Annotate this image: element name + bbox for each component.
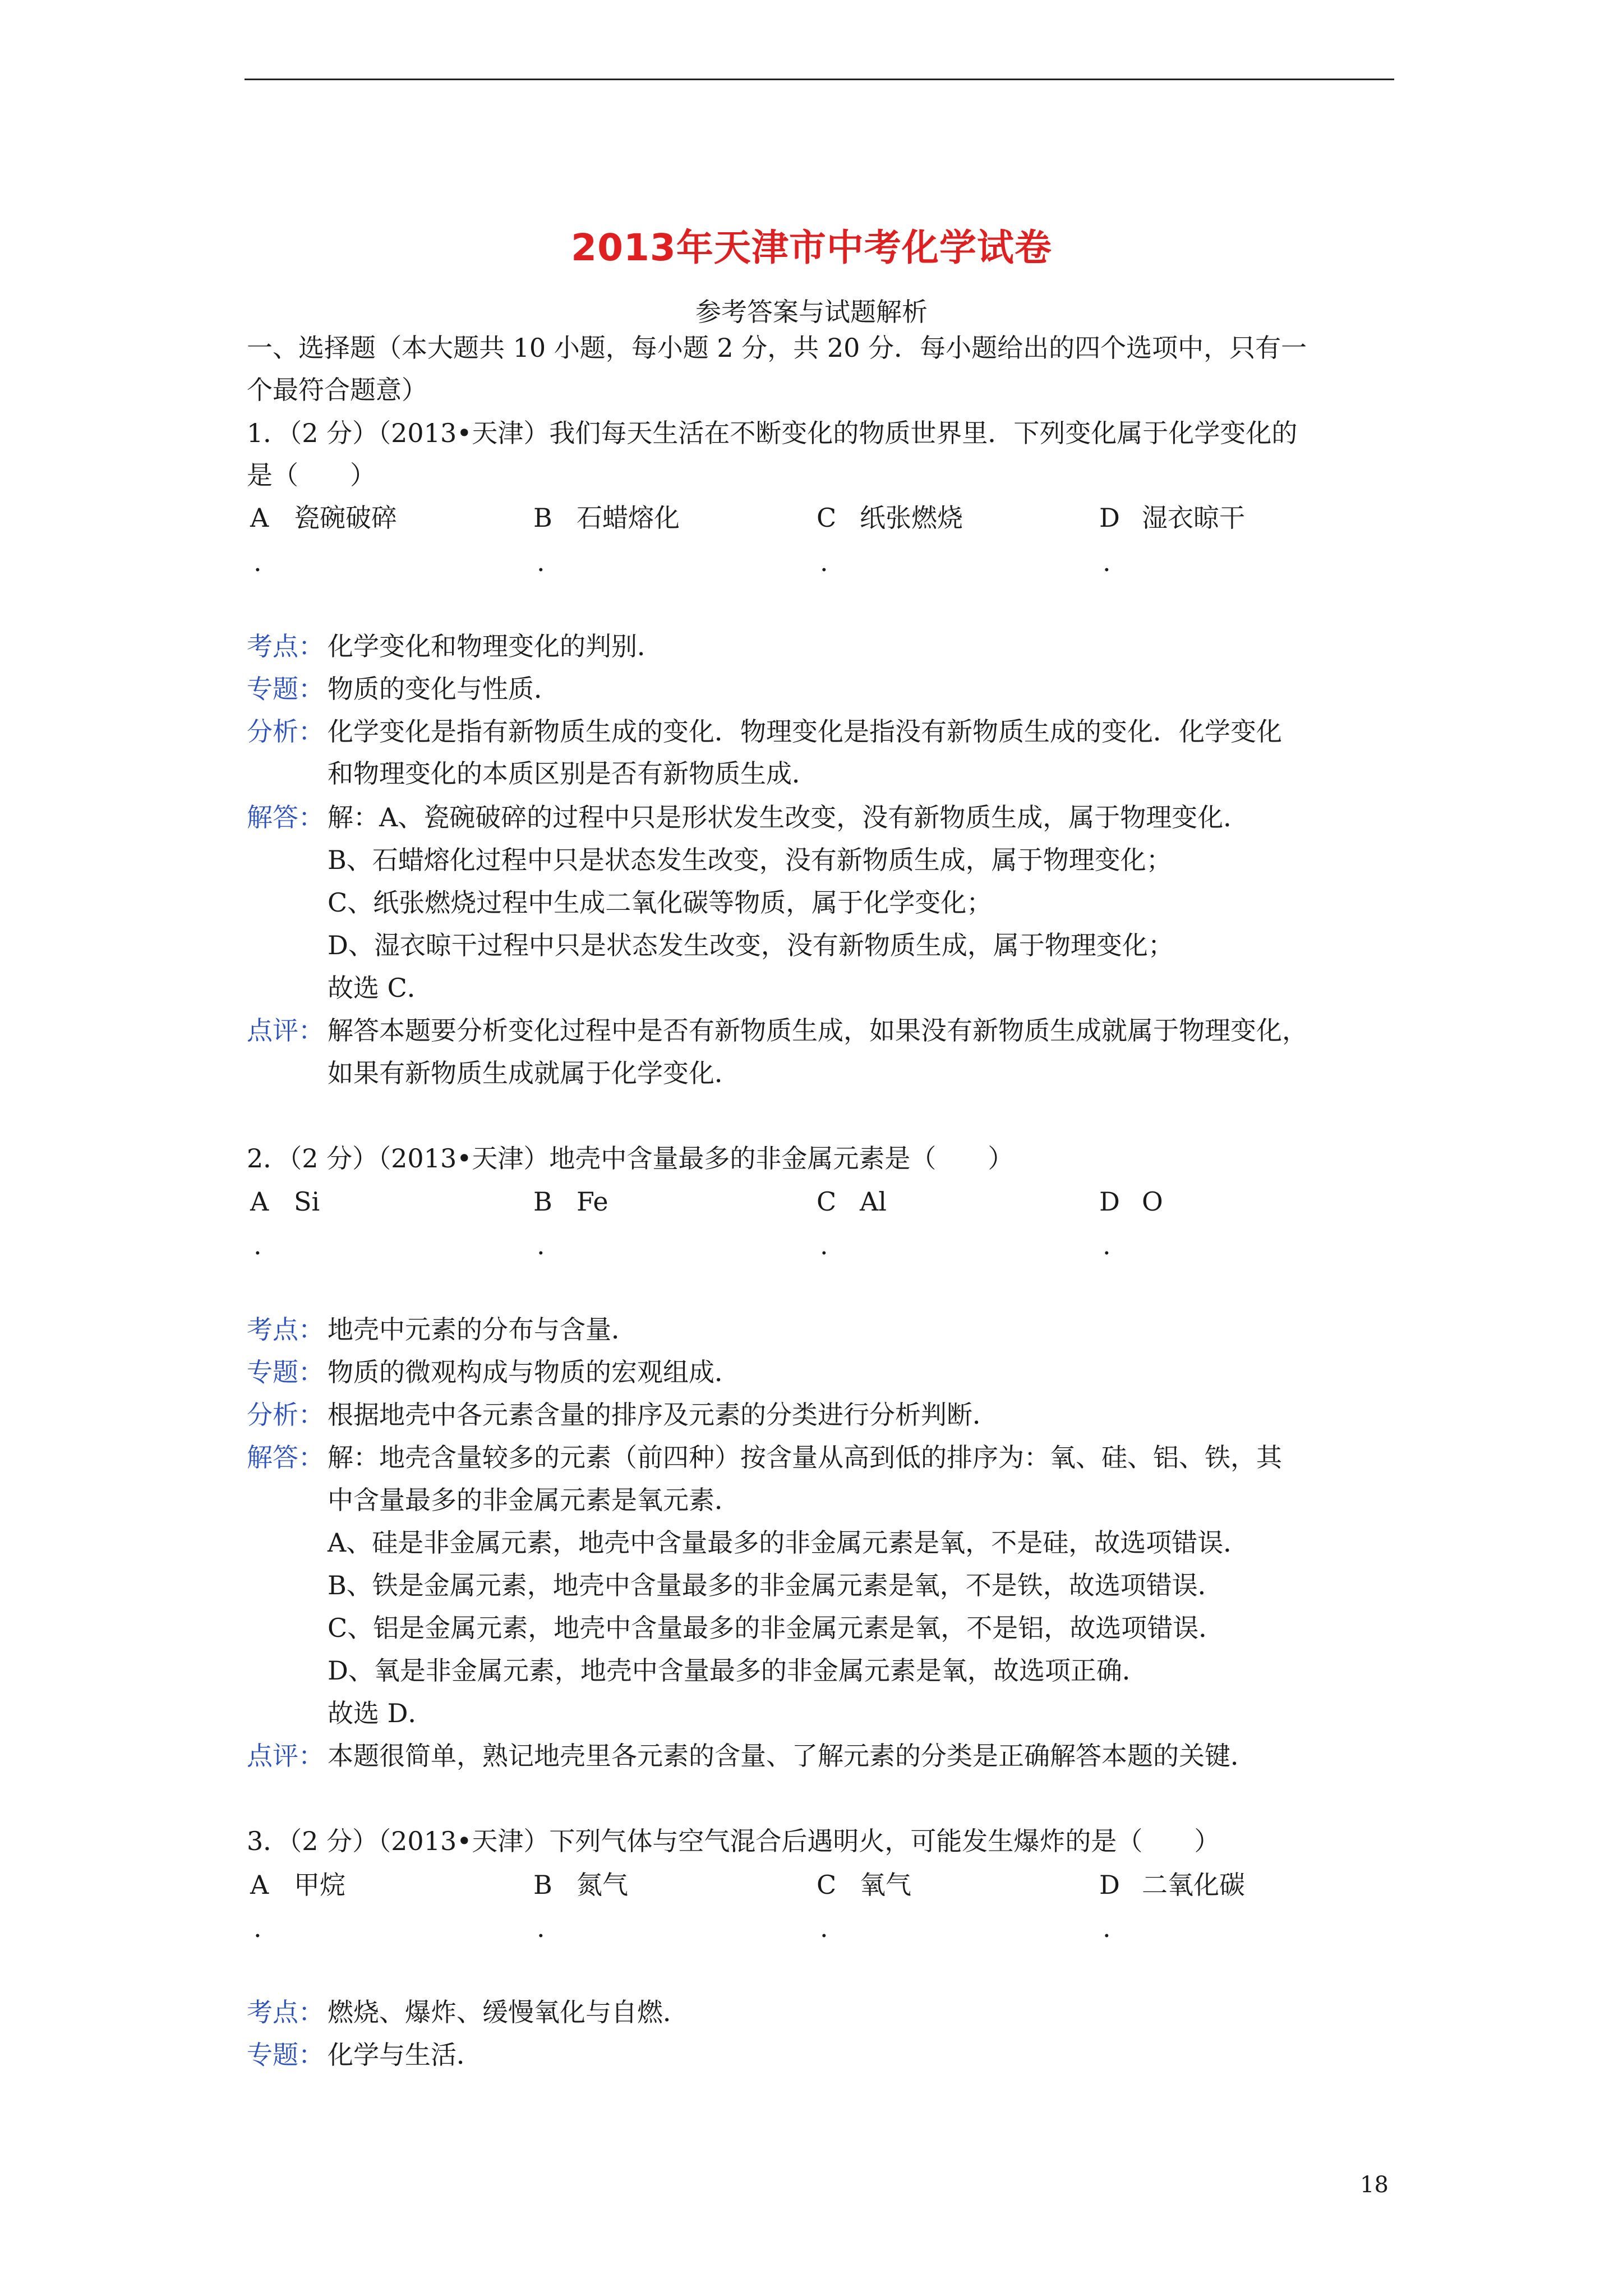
q1-kaodian: 化学变化和物理变化的判别． bbox=[328, 631, 663, 661]
q2-option-d-letter: D bbox=[1099, 1186, 1120, 1217]
q1-jieda-b: B、石蜡熔化过程中只是状态发生改变，没有新物质生成，属于物理变化； bbox=[328, 845, 1172, 875]
q1-fenxi: 化学变化是指有新物质生成的变化．物理变化是指没有新物质生成的变化．化学变化 bbox=[328, 716, 1282, 747]
q1-option-dot: . bbox=[537, 547, 545, 577]
q3-option-dot: . bbox=[820, 1913, 828, 1943]
q2-option-c-text: Al bbox=[860, 1186, 887, 1217]
q3-kaodian: 燃烧、爆炸、缓慢氧化与自燃． bbox=[328, 1997, 689, 2027]
q1-jieda-answer: 故选 C． bbox=[328, 973, 433, 1003]
q2-option-b-text: Fe bbox=[577, 1186, 608, 1217]
page-number: 18 bbox=[1360, 2172, 1389, 2198]
q3-option-dot: . bbox=[253, 1913, 262, 1943]
q2-jieda-cont: 中含量最多的非金属元素是氧元素． bbox=[328, 1485, 740, 1515]
q1-fenxi-cont: 和物理变化的本质区别是否有新物质生成． bbox=[328, 758, 818, 789]
q1-jieda-d: D、湿衣晾干过程中只是状态发生改变，没有新物质生成，属于物理变化； bbox=[328, 930, 1174, 960]
q2-option-dot: . bbox=[820, 1230, 828, 1260]
q1-dianping-cont: 如果有新物质生成就属于化学变化． bbox=[328, 1058, 740, 1088]
section-heading-cont: 个最符合题意） bbox=[247, 375, 427, 405]
q2-jieda-c: C、铝是金属元素，地壳中含量最多的非金属元素是氧，不是铝，故选项错误． bbox=[328, 1613, 1225, 1643]
q1-option-d-letter: D bbox=[1099, 503, 1120, 533]
q3-option-d-letter: D bbox=[1099, 1870, 1120, 1900]
q3-option-c-text: 氧气 bbox=[860, 1870, 911, 1900]
q2-option-b-letter: B bbox=[533, 1186, 552, 1217]
q3-option-dot: . bbox=[1103, 1913, 1111, 1943]
q2-option-d-text: O bbox=[1142, 1186, 1163, 1217]
q3-option-a-letter: A bbox=[250, 1870, 269, 1900]
q3-option-dot: . bbox=[537, 1913, 545, 1943]
q2-jieda-b: B、铁是金属元素，地壳中含量最多的非金属元素是氧，不是铁，故选项错误． bbox=[328, 1570, 1224, 1600]
q2-dianping: 本题很简单，熟记地壳里各元素的含量、了解元素的分类是正确解答本题的关键． bbox=[328, 1741, 1256, 1771]
q1-jieda-c: C、纸张燃烧过程中生成二氧化碳等物质，属于化学变化； bbox=[328, 887, 993, 918]
q2-jieda-label: 解答： bbox=[247, 1442, 324, 1473]
q2-jieda: 解：地壳含量较多的元素（前四种）按含量从高到低的排序为：氧、硅、铝、铁，其 bbox=[328, 1442, 1282, 1473]
q2-stem: 2．（2 分）（2013•天津）地壳中含量最多的非金属元素是（ ） bbox=[247, 1143, 1014, 1174]
q1-zhuanti: 物质的变化与性质． bbox=[328, 674, 560, 704]
header-rule bbox=[245, 79, 1394, 80]
q2-fenxi-label: 分析： bbox=[247, 1400, 324, 1430]
q1-option-c-text: 纸张燃烧 bbox=[860, 503, 963, 533]
q2-fenxi: 根据地壳中各元素含量的排序及元素的分类进行分析判断． bbox=[328, 1400, 998, 1430]
q1-jieda-label: 解答： bbox=[247, 802, 324, 832]
q3-option-a-text: 甲烷 bbox=[294, 1870, 345, 1900]
q3-option-d-text: 二氧化碳 bbox=[1142, 1870, 1245, 1900]
q1-option-dot: . bbox=[1103, 547, 1111, 577]
q1-fenxi-label: 分析： bbox=[247, 716, 324, 747]
q3-option-c-letter: C bbox=[817, 1870, 837, 1900]
q1-option-dot: . bbox=[820, 547, 828, 577]
q2-option-dot: . bbox=[537, 1230, 545, 1260]
q2-option-a-letter: A bbox=[250, 1186, 269, 1217]
q2-jieda-d: D、氧是非金属元素，地壳中含量最多的非金属元素是氧，故选项正确． bbox=[328, 1655, 1148, 1686]
q1-option-a-letter: A bbox=[250, 503, 269, 533]
q1-dianping: 解答本题要分析变化过程中是否有新物质生成，如果没有新物质生成就属于物理变化， bbox=[328, 1015, 1308, 1046]
q1-option-a-text: 瓷碗破碎 bbox=[294, 503, 397, 533]
q2-kaodian: 地壳中元素的分布与含量． bbox=[328, 1314, 637, 1345]
q1-zhuanti-label: 专题： bbox=[247, 674, 324, 704]
q3-kaodian-label: 考点： bbox=[247, 1997, 324, 2027]
q2-kaodian-label: 考点： bbox=[247, 1314, 324, 1345]
q1-stem: 1．（2 分）（2013•天津）我们每天生活在不断变化的物质世界里．下列变化属于化学变化的 bbox=[247, 418, 1298, 448]
q1-jieda: 解：A、瓷碗破碎的过程中只是形状发生改变，没有新物质生成，属于物理变化． bbox=[328, 802, 1249, 832]
q3-zhuanti-label: 专题： bbox=[247, 2040, 324, 2070]
q2-zhuanti: 物质的微观构成与物质的宏观组成． bbox=[328, 1357, 740, 1387]
q1-option-b-letter: B bbox=[533, 503, 552, 533]
q1-dianping-label: 点评： bbox=[247, 1015, 324, 1046]
q3-option-b-text: 氮气 bbox=[577, 1870, 628, 1900]
q2-option-a-text: Si bbox=[294, 1186, 320, 1217]
q2-jieda-a: A、硅是非金属元素，地壳中含量最多的非金属元素是氧，不是硅，故选项错误． bbox=[328, 1527, 1249, 1558]
q1-option-d-text: 湿衣晾干 bbox=[1142, 503, 1245, 533]
q1-kaodian-label: 考点： bbox=[247, 631, 324, 661]
page-title: 2013年天津市中考化学试卷 bbox=[571, 226, 1052, 269]
q2-dianping-label: 点评： bbox=[247, 1741, 324, 1771]
q1-option-c-letter: C bbox=[817, 503, 837, 533]
section-heading: 一、选择题（本大题共 10 小题，每小题 2 分，共 20 分．每小题给出的四个选项中，只有一 bbox=[247, 333, 1307, 363]
q2-zhuanti-label: 专题： bbox=[247, 1357, 324, 1387]
q2-jieda-answer: 故选 D． bbox=[328, 1698, 434, 1728]
q1-stem-cont: 是（ ） bbox=[247, 460, 376, 490]
page-subtitle: 参考答案与试题解析 bbox=[695, 297, 928, 327]
q3-stem: 3．（2 分）（2013•天津）下列气体与空气混合后遇明火，可能发生爆炸的是（ ） bbox=[247, 1826, 1220, 1856]
q3-zhuanti: 化学与生活． bbox=[328, 2040, 482, 2070]
q2-option-dot: . bbox=[253, 1230, 262, 1260]
q2-option-dot: . bbox=[1103, 1230, 1111, 1260]
q1-option-b-text: 石蜡熔化 bbox=[577, 503, 680, 533]
q3-option-b-letter: B bbox=[533, 1870, 552, 1900]
q2-option-c-letter: C bbox=[817, 1186, 837, 1217]
q1-option-dot: . bbox=[253, 547, 262, 577]
